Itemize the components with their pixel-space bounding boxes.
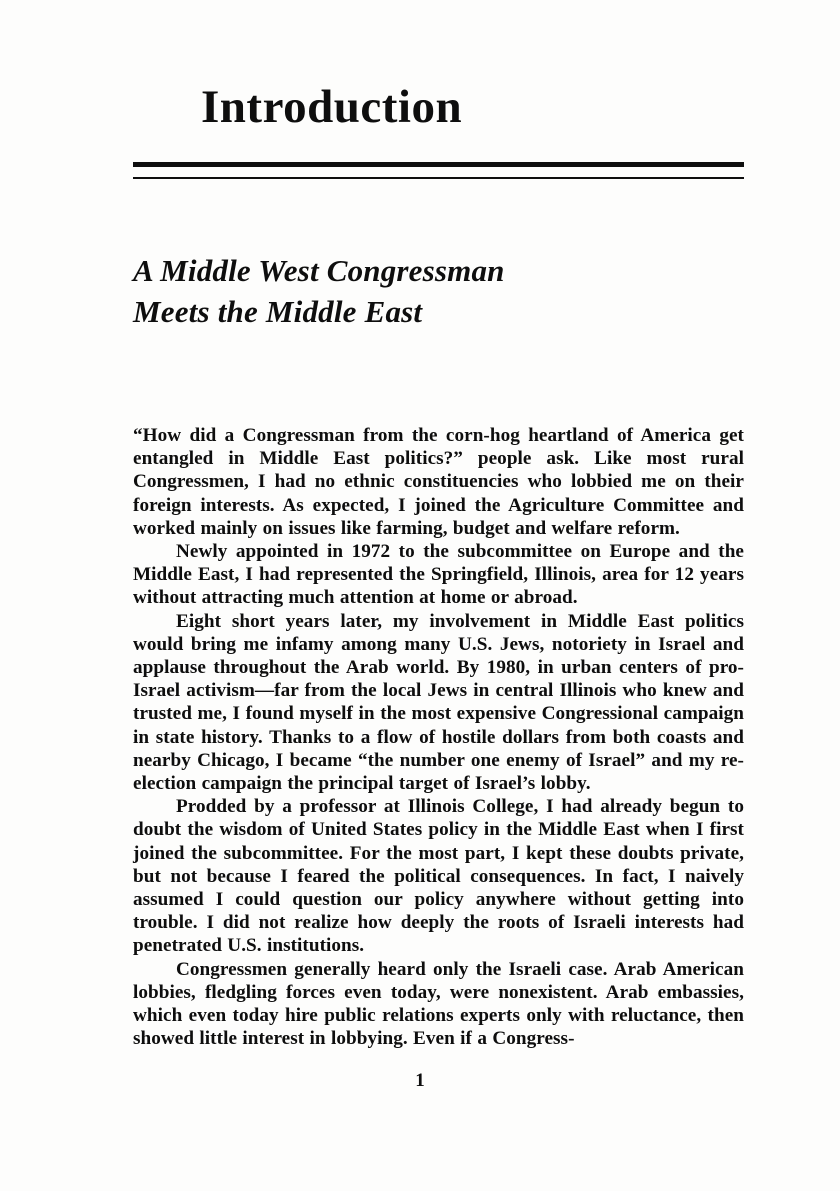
body-text xyxy=(133,424,744,1050)
paragraph-4: Prodded by a professor at Illinois College, I had already begun to doubt the wisdom of United States policy in the Middle East when I first joined the subcommittee. For the most part, I kept these doubts private, but not because I feared the political consequences. In fact, I naively assumed I could question our policy anywhere without getting into trouble. I did not realize how deeply the roots of Israeli interests had penetrated U.S. institutions. xyxy=(133,796,744,957)
page-number: 1 xyxy=(415,1070,425,1091)
section-heading-line2: Meets the Middle East xyxy=(133,294,423,329)
paragraph-3: Eight short years later, my involvement in Middle East politics would bring me infamy among many U.S. Jews, notoriety in Israel and applause throughout the Arab world. By 1980, in urban centers of pro-Israel activism—far from the local Jews in central Illinois who knew and trusted me, I found myself in the most expensive Congressional campaign in state history. Thanks to a flow of hostile dollars from both coasts and nearby Chicago, I became “the number one enemy of Israel” and my re-election campaign the principal target of Israel’s lobby. xyxy=(133,610,744,795)
section-heading xyxy=(133,250,505,332)
chapter-title: Introduction xyxy=(201,81,463,133)
paragraph-2: Newly appointed in 1972 to the subcommittee on Europe and the Middle East, I had represented the Springfield, Illinois, area for 12 years without attracting much attention at home or abroad. xyxy=(133,541,744,609)
divider-rule-thick xyxy=(133,162,744,167)
divider-double-rule xyxy=(133,162,744,179)
paragraph-1: “How did a Congressman from the corn-hog heartland of America get entangled in Middle East politics?” people ask. Like most rural Congressmen, I had no ethnic constituencies who lobbied me on their foreign interests. As expected, I joined the Agriculture Committee and worked mainly on issues like farming, budget and welfare reform. xyxy=(133,425,744,539)
divider-rule-thin xyxy=(133,177,744,179)
section-heading-line1: A Middle West Congressman xyxy=(133,253,505,288)
paragraph-5: Congressmen generally heard only the Israeli case. Arab American lobbies, fledgling forces even today, were nonexistent. Arab embassies, which even today hire public relations experts only with reluctance, then showed little interest in lobbying. Even if a Congress- xyxy=(133,958,744,1050)
